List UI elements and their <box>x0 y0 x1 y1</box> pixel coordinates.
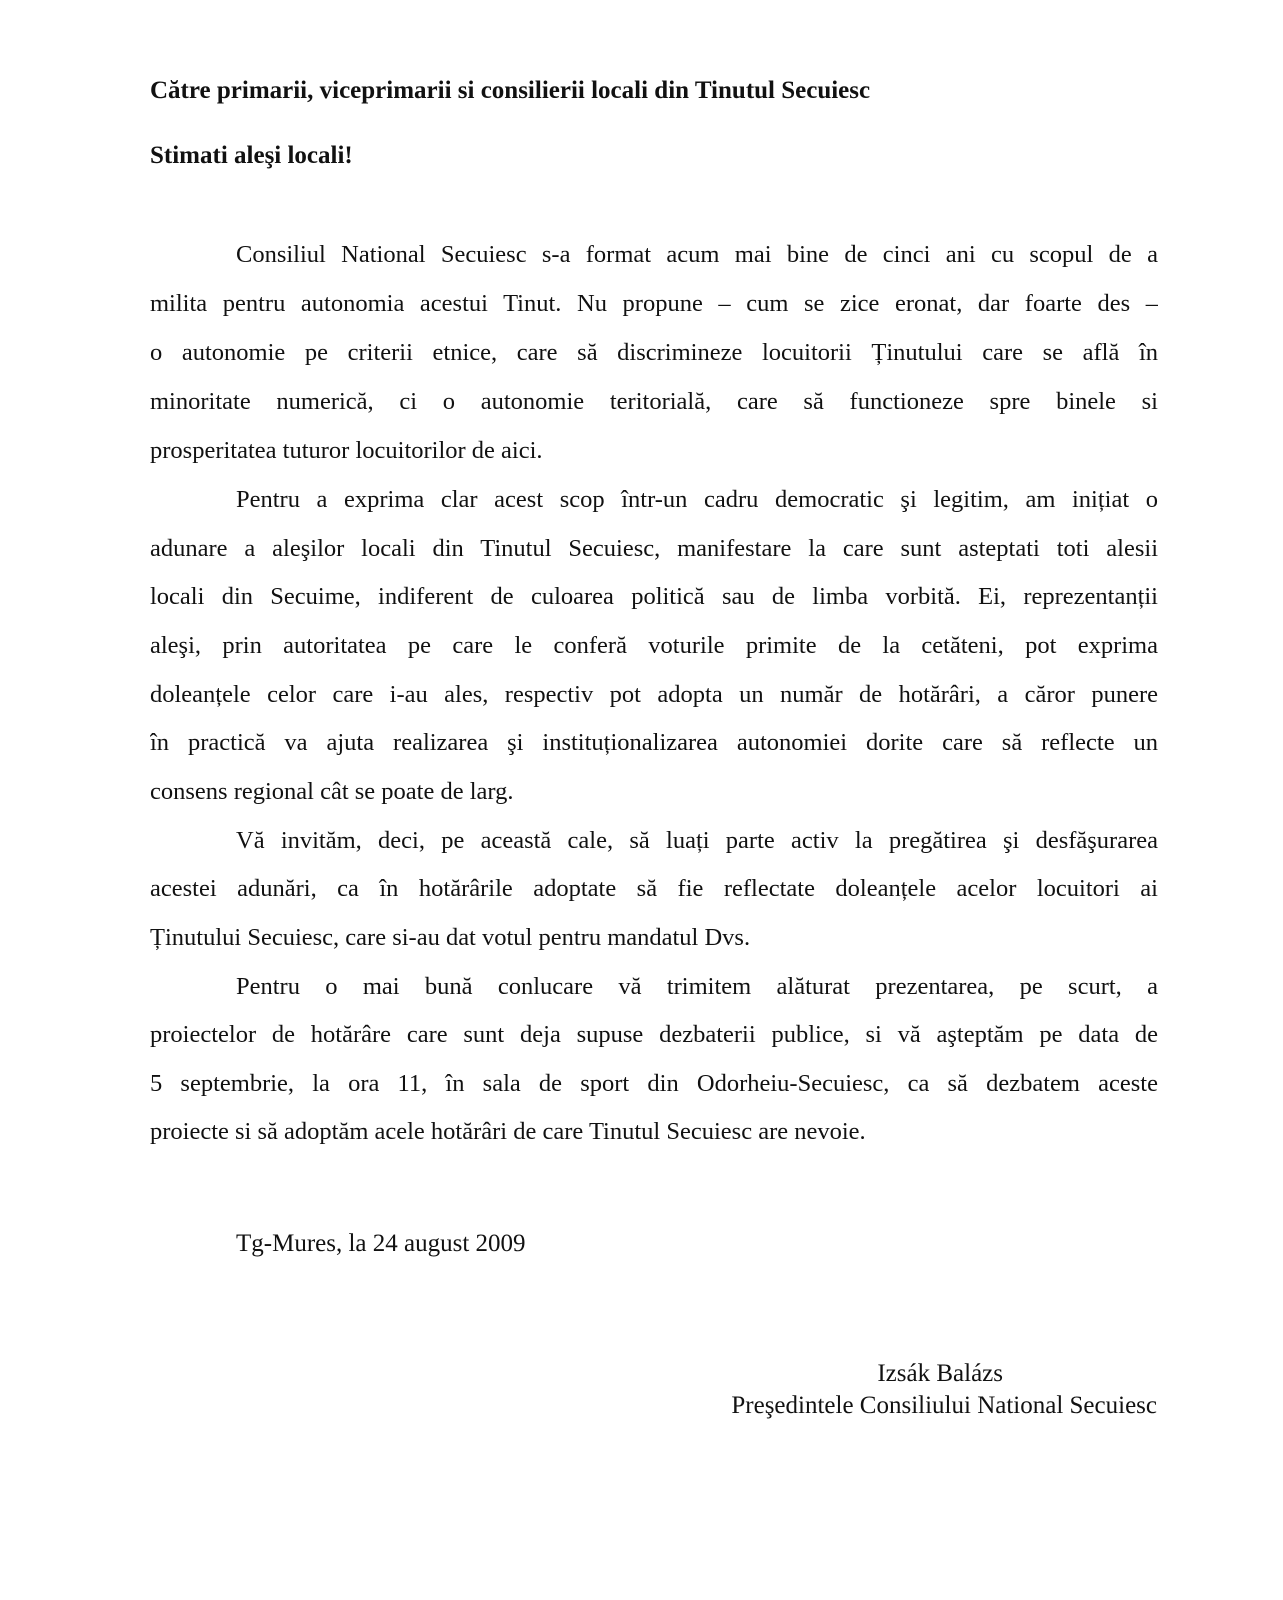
paragraph-4-line: Pentru o mai bună conlucare vă trimitem alăturat prezentarea, pe scurt, a <box>236 973 1158 1000</box>
salutation: Stimati aleşi locali! <box>150 142 353 169</box>
paragraph-2-line: aleşi, prin autoritatea pe care le conferă voturile primite de la cetăteni, pot exprima <box>150 632 1158 659</box>
paragraph-1-line: minoritate numerică, ci o autonomie teritorială, care să functioneze spre binele si <box>150 388 1158 415</box>
paragraph-2-line: locali din Secuime, indiferent de culoarea politică sau de limba vorbită. Ei, reprezentanții <box>150 583 1158 610</box>
paragraph-4-line: 5 septembrie, la ora 11, în sala de sport din Odorheiu-Secuiesc, ca să dezbatem aceste <box>150 1070 1158 1097</box>
paragraph-4-line: proiectelor de hotărâre care sunt deja supuse dezbaterii publice, si vă aşteptăm pe data de <box>150 1021 1158 1048</box>
paragraph-1-line: Consiliul National Secuiesc s-a format acum mai bine de cinci ani cu scopul de a <box>236 241 1158 268</box>
paragraph-4-line: proiecte si să adoptăm acele hotărâri de care Tinutul Secuiesc are nevoie. <box>150 1118 866 1145</box>
paragraph-2-line: adunare a aleşilor locali din Tinutul Secuiesc, manifestare la care sunt asteptati toti alesii <box>150 535 1158 562</box>
paragraph-3-line: Vă invităm, deci, pe această cale, să luați parte activ la pregătirea şi desfăşurarea <box>236 827 1158 854</box>
paragraph-2-line: consens regional cât se poate de larg. <box>150 778 514 805</box>
paragraph-1-line: o autonomie pe criterii etnice, care să discrimineze locuitorii Ținutului care se află în <box>150 339 1158 366</box>
paragraph-3-line: acestei adunări, ca în hotărârile adoptate să fie reflectate doleanțele acelor locuitori ai <box>150 875 1158 902</box>
paragraph-1-line: prosperitatea tuturor locuitorilor de aici. <box>150 437 543 464</box>
paragraph-3-line: Ținutului Secuiesc, care si-au dat votul pentru mandatul Dvs. <box>150 924 751 951</box>
paragraph-2-line: Pentru a exprima clar acest scop într-un cadru democratic şi legitim, am inițiat o <box>236 486 1158 513</box>
letter-heading: Către primarii, viceprimarii si consilierii locali din Tinutul Secuiesc <box>150 77 871 104</box>
place-date: Tg-Mures, la 24 august 2009 <box>236 1230 526 1257</box>
paragraph-2-line: în practică va ajuta realizarea şi instituționalizarea autonomiei dorite care să reflecte un <box>150 729 1158 756</box>
signature-title: Preşedintele Consiliului National Secuiesc <box>731 1392 1157 1419</box>
paragraph-1-line: milita pentru autonomia acestui Tinut. Nu propune – cum se zice eronat, dar foarte des – <box>150 290 1158 317</box>
paragraph-2-line: doleanțele celor care i-au ales, respectiv pot adopta un număr de hotărâri, a căror punere <box>150 681 1158 708</box>
signature-name: Izsák Balázs <box>877 1360 1003 1387</box>
